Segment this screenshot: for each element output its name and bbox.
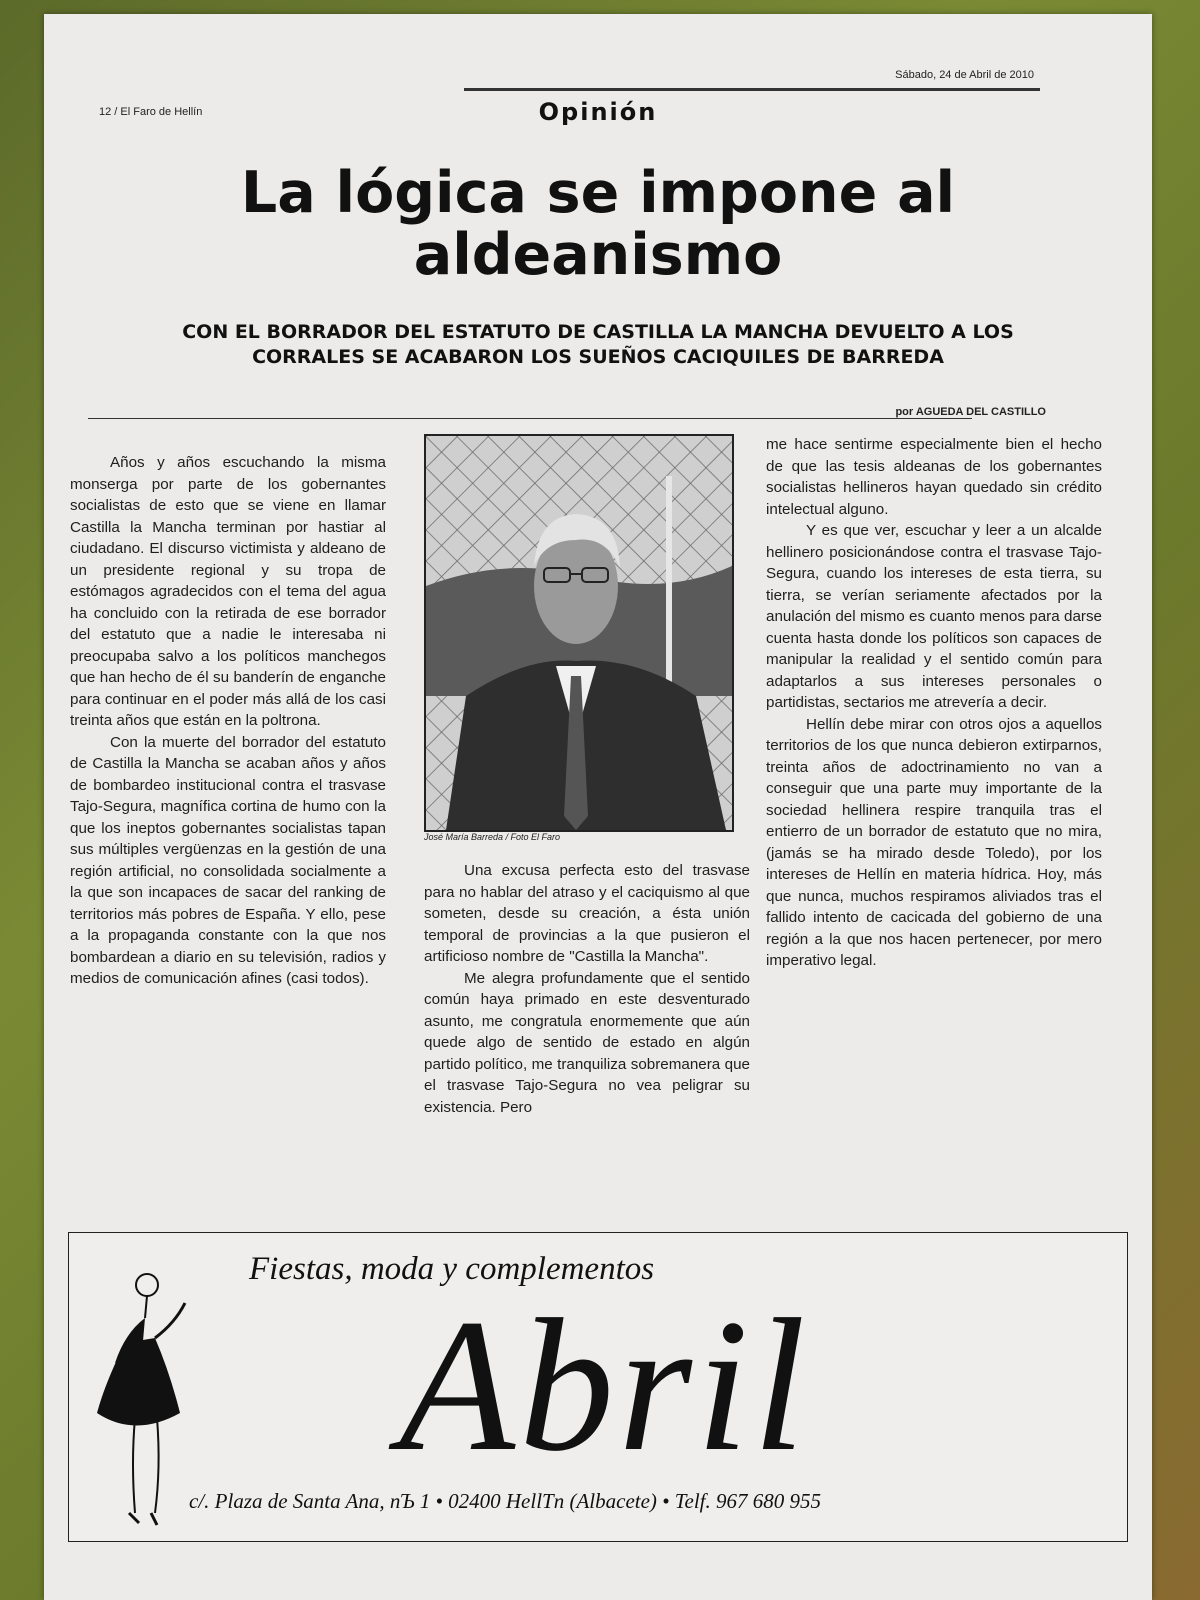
article-subhead: [84, 320, 1112, 370]
header-rule: [464, 88, 1040, 91]
paragraph: Una excusa perfecta esto del trasvase para no hablar del atraso y el caciquismo al que someten, desde su creación, a ésta unión temporal de provincias a la que pusieron el artificioso nombre de "Castilla la Mancha".: [424, 862, 750, 965]
page-number: 12 / El Faro de Hellín: [99, 106, 203, 118]
article-column-2: [424, 860, 750, 1118]
paragraph: me hace sentirme especialmente bien el hecho de que las tesis aldeanas de los gobernantes socialistas hellineros hayan quedado sin crédito intelectual alguno.: [766, 436, 1102, 518]
fashion-model-icon: [95, 1263, 195, 1533]
byline: por AGUEDA DEL CASTILLO: [895, 406, 1046, 418]
article-column-1: [70, 452, 386, 990]
portrait-photo-icon: [426, 436, 732, 830]
paragraph: Hellín debe mirar con otros ojos a aquellos territorios de los que nunca debieron extirparnos, treinta años de adoctrinamiento no van a conseguir que una parte muy importante de la sociedad hellinera respire tranquila tras el entierro de un borrador de estatuto que no mira, (jamás se ha mirado desde Toledo), por los intereses de Hellín en materia hídrica. Hoy, más que nunca, muchos respiramos aliviados tras el fallido intento de cacicada del gobierno de una región a la que nos hacen pertenecer, por mero imperativo legal.: [766, 715, 1102, 969]
byline-rule: [88, 418, 972, 419]
ad-brand-logo: Abril: [399, 1281, 810, 1491]
paragraph: Y es que ver, escuchar y leer a un alcalde hellinero posicionándose contra el trasvase Tajo-Segura, cuando los intereses de esta tierra, su tierra, se verían seriamente afectados por la anulación del mismo es cuanto menos para darse cuenta hasta donde los políticos son capaces de manipular la realidad y el sentido común para adaptarlos a sus intereses personales o partidistas, sectarios me atrevería a decir.: [766, 522, 1102, 711]
headline-line: La lógica se impone al: [240, 160, 956, 226]
headline-line: aldeanismo: [413, 222, 783, 288]
article-photo: [424, 434, 734, 832]
newspaper-page: [44, 14, 1152, 1600]
paragraph: Con la muerte del borrador del estatuto de Castilla la Mancha se acaban años y años de bombardeo institucional contra el trasvase Tajo-Segura, magnífica cortina de humo con la que los ineptos gobernantes socialistas tapan sus múltiples vergüenzas en la gestión de una región artificial, no consolidada socialmente a la que son incapaces de sacar del ranking de territorios más pobres de España. Y ello, pese a la propaganda constante con la que nos bombardean a diario en su televisión, radios y medios de comunicación afines (casi todos).: [70, 733, 386, 987]
ad-address: c/. Plaza de Santa Ana, nЪ 1 • 02400 HellTn (Albacete) • Telf. 967 680 955: [189, 1489, 822, 1513]
ad-tagline: Fiestas, moda y complementos: [249, 1251, 655, 1287]
subhead-line: CON EL BORRADOR DEL ESTATUTO DE CASTILLA LA MANCHA DEVUELTO A LOS: [182, 321, 1014, 343]
photo-caption: José María Barreda / Foto El Faro: [424, 832, 561, 842]
article-column-3: [766, 434, 1102, 972]
advertisement: [68, 1232, 1128, 1542]
subhead-line: CORRALES SE ACABARON LOS SUEÑOS CACIQUILES DE BARREDA: [252, 346, 944, 368]
paragraph: Me alegra profundamente que el sentido común haya primado en este desventurado asunto, me congratula enormemente que aún quede algo de sentido de estado en algún partido político, me tranquiliza sobremanera que el trasvase Tajo-Segura no vea peligrar su existencia. Pero: [424, 969, 750, 1116]
paragraph: Años y años escuchando la misma monserga por parte de los gobernantes socialistas de esto que se viene en llamar Castilla la Mancha terminan por hastiar al ciudadano. El discurso victimista y aldeano de un presidente regional y su tropa de estómagos agradecidos con el tema del agua ha concluido con la retirada de ese borrador del estatuto que a nadie le interesaba ni preocupaba salvo a los políticos manchegos que han hecho de él su banderín de enganche para continuar en el poder más allá de los casi treinta años que están en la poltrona.: [70, 454, 386, 729]
issue-date: Sábado, 24 de Abril de 2010: [895, 69, 1034, 81]
section-title: Opinión: [538, 98, 658, 126]
article-headline: [74, 162, 1122, 286]
